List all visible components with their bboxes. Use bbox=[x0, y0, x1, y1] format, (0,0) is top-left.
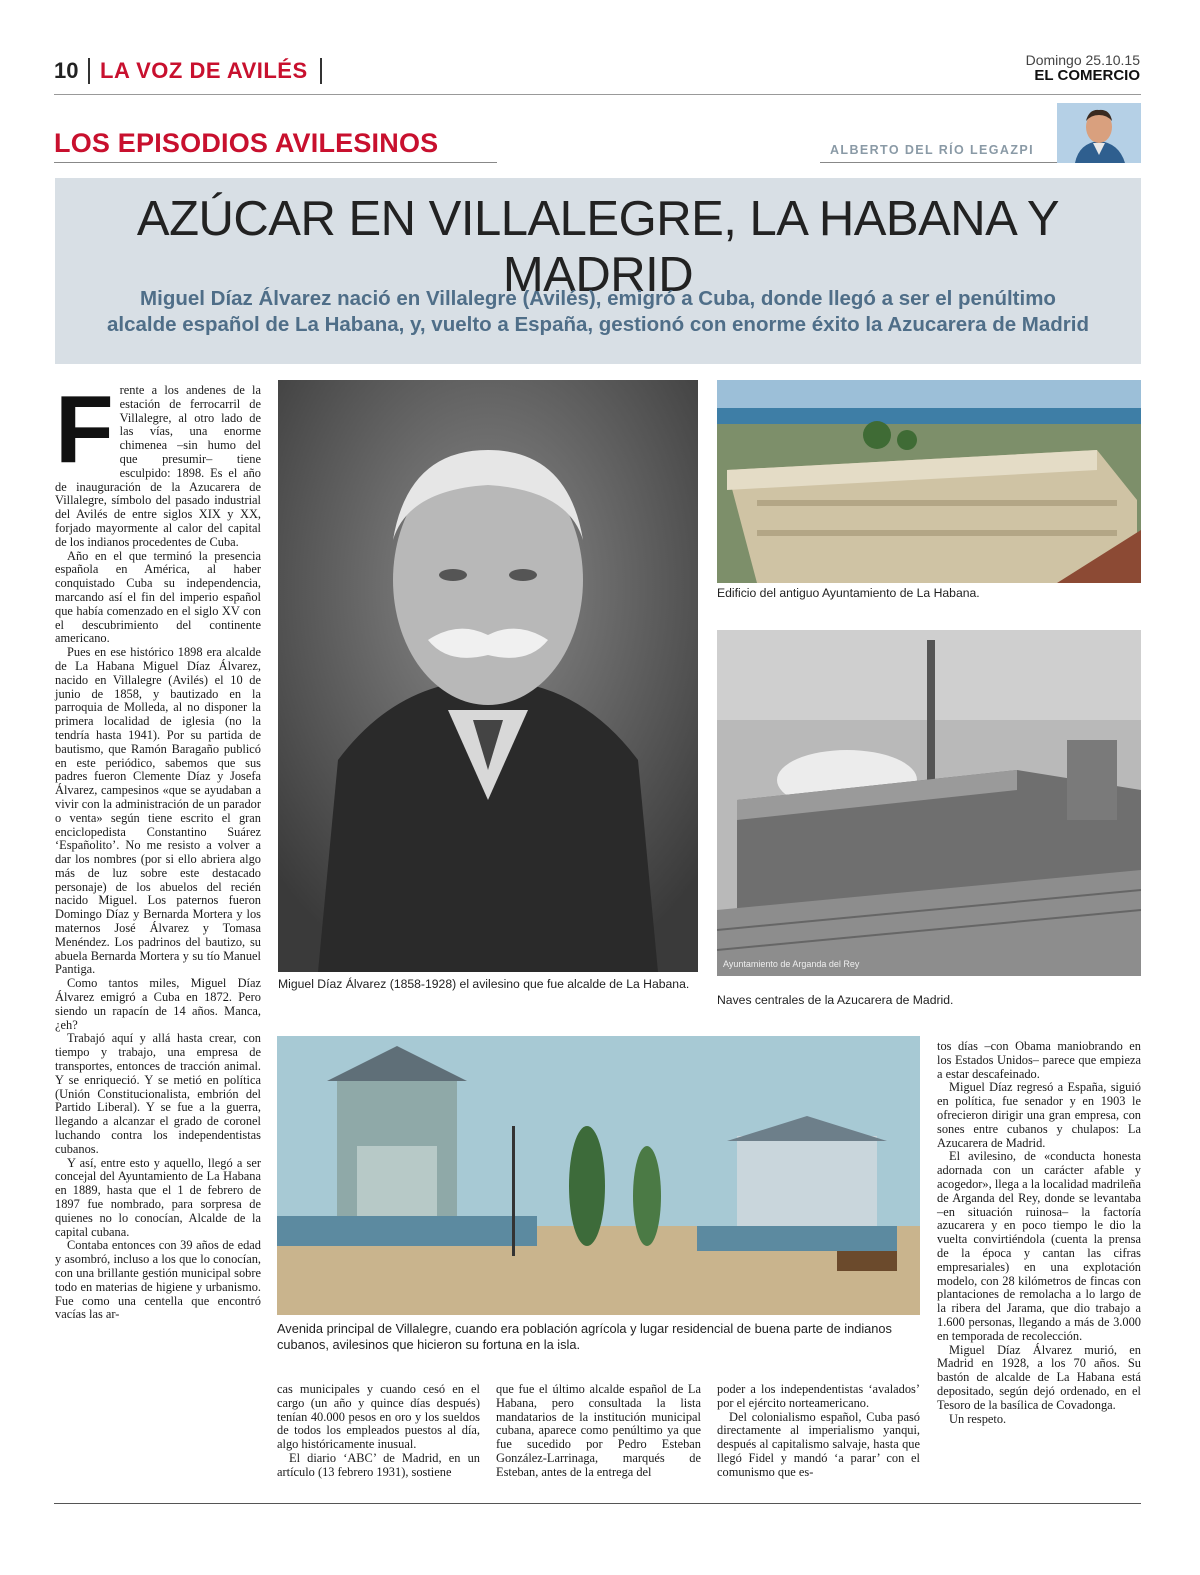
avenue-caption: Avenida principal de Villalegre, cuando era población agrícola y lugar residencial de buena parte de indianos cubanos, avilesinos que hicieron su fortuna en la isla. bbox=[277, 1321, 892, 1352]
article-column-4 bbox=[717, 1383, 920, 1480]
paragraph: Miguel Díaz Álvarez murió, en Madrid en 1928, a los 70 años. Su bastón de alcalde de La Habana está depositado, según dejó ordenado, en el Tesoro de la basílica de Covadonga. bbox=[937, 1342, 1141, 1412]
drop-cap: F bbox=[55, 376, 114, 483]
paragraph: Del colonialismo español, Cuba pasó directamente al imperialismo yanqui, después al capitalismo salvaje, hasta que llegó Fidel y mandó ‘a parar’ con el comunismo que es- bbox=[717, 1409, 920, 1479]
deck-line: alcalde español de La Habana, y, vuelto a España, gestionó con enorme éxito la Azucarera de Madrid bbox=[106, 313, 1090, 336]
deck-line: Miguel Díaz Álvarez nació en Villalegre (Avilés), emigró a Cuba, donde llegó a ser el penúltimo bbox=[140, 287, 1056, 310]
paragraph: Trabajó aquí y allá hasta crear, con tiempo y trabajo, una empresa de transportes, entonces de tracción animal. Y se enriqueció. Y se metió en política (Unión Constitucionalista, embrión del Partido Liberal). Y se fue a la guerra, llegando a alcanzar el grado de coronel luchando contra los independentistas cubanos. bbox=[55, 1031, 261, 1156]
paragraph: que fue el último alcalde español de La Habana, pero consultada la lista mandatarios de la institución municipal cubana, aparece como penúltimo ya que fue sucedido por Pedro Esteban González-Larrinaga, marqués de Esteban, antes de la entrega del bbox=[496, 1382, 701, 1479]
article-column-2 bbox=[277, 1383, 480, 1480]
factory-photo bbox=[717, 630, 1141, 976]
header-divider bbox=[320, 58, 322, 84]
avenue-photo bbox=[277, 1036, 920, 1315]
article-column-3 bbox=[496, 1383, 701, 1480]
portrait-photo bbox=[278, 380, 698, 972]
article-column-5 bbox=[937, 1040, 1141, 1426]
article-column-1 bbox=[55, 376, 261, 1322]
paragraph: Año en el que terminó la presencia española en América, al haber conquistado Cuba su independencia, marcando así el fin del imperio español que había comenzado en el siglo XV con el descubrimiento del continente americano. bbox=[55, 548, 261, 646]
paragraph: Pues en ese histórico 1898 era alcalde de La Habana Miguel Díaz Álvarez, nacido en Villalegre (Avilés) el 10 de junio de 1858, y bautizado en la parroquia de Molleda, al no disponer la primera localidad de iglesia (no la tendría hasta 1941). Por su partida de bautismo, que Ramón Baragaño publicó en este periódico, sabemos que sus padres fueron Clemente Díaz y Josefa Álvarez, campesinos «que se ayudaban a vivir con la administración de un parador o venta» según tiene escrito el gran enciclopedista Constantino Suárez ‘Españolito’. No me resisto a volver a dar los nombres (por si ello abriera algo más de luz sobre este destacado personaje) de los abuelos del recién nacido Miguel. Los paternos fueron Domingo Díaz y Bernarda Mortera y los maternos José Álvarez y Tomasa Menéndez. Los padrinos del bautizo, su abuela Bernarda Mortera y su tío Manuel Pantiga. bbox=[55, 645, 261, 977]
author-photo bbox=[1057, 103, 1141, 163]
header-rule bbox=[54, 94, 1141, 95]
header-divider bbox=[88, 58, 90, 84]
paragraph: El diario ‘ABC’ de Madrid, en un artículo (13 febrero 1931), sostiene bbox=[277, 1450, 480, 1479]
footer-rule bbox=[54, 1503, 1141, 1504]
section-title: LA VOZ DE AVILÉS bbox=[100, 58, 308, 83]
photo-credit: Ayuntamiento de Arganda del Rey bbox=[723, 959, 860, 969]
author-name: ALBERTO DEL RÍO LEGAZPI bbox=[830, 143, 1034, 157]
newspaper-name: EL COMERCIO bbox=[1034, 67, 1140, 84]
havana-photo bbox=[717, 380, 1141, 583]
paragraph: rente a los andenes de la estación de ferrocarril de Villalegre, al otro lado de las vías, una enorme chimenea –sin humo del que presumir– tiene esculpido: 1898. Es el año de inauguración de la Azucarera de Villalegre, símbolo del pasado industrial del Avilés de entre siglos XIX y XX, forjado mayormente al calor del capital de los indianos procedentes de Cuba. bbox=[55, 383, 261, 549]
series-underline bbox=[54, 162, 497, 163]
paragraph: El avilesino, de «conducta honesta adornada con un carácter afable y acogedor», llega a la localidad madrileña de Arganda del Rey, donde se levantaba –en situación ruinosa– la factoría azucarera y en poco tiempo le dio la vuelta convirtiéndola (cuenta la prensa de la época y cantan las cifras empresariales) en una explotación modelo, con 28 kilómetros de fincas con plantaciones de remolacha a lo largo de la ribera del Jarama, que dio trabajo a 1.600 personas, llegando a más de 3.000 en temporada de recolección. bbox=[937, 1149, 1141, 1343]
paragraph: Miguel Díaz regresó a España, siguió en política, fue senador y en 1903 le ofrecieron dirigir una gran empresa, con sones entre cubanos y chulapos: La Azucarera de Madrid. bbox=[937, 1080, 1141, 1150]
issue-date: Domingo 25.10.15 bbox=[1025, 52, 1140, 68]
paragraph: Un respeto. bbox=[949, 1411, 1007, 1426]
paragraph: Contaba entonces con 39 años de edad y asombró, incluso a los que lo conocían, con una brillante gestión municipal sobre todo en materias de higiene y urbanismo. Fue como una centella que encontró vacías las ar- bbox=[55, 1238, 261, 1322]
series-title: LOS EPISODIOS AVILESINOS bbox=[54, 128, 439, 158]
paragraph: cas municipales y cuando cesó en el cargo (un año y quince días después) tenían 40.000 pesos en oro y los sueldos de todos los empleados puestos al día, algo históricamente inusual. bbox=[277, 1382, 480, 1452]
factory-caption: Naves centrales de la Azucarera de Madrid. bbox=[717, 993, 954, 1007]
page-number: 10 bbox=[54, 58, 79, 83]
portrait-caption: Miguel Díaz Álvarez (1858-1928) el avilesino que fue alcalde de La Habana. bbox=[278, 977, 690, 991]
paragraph: poder a los independentistas ‘avalados’ por el ejército norteamericano. bbox=[717, 1382, 920, 1410]
paragraph: tos días –con Obama maniobrando en los Estados Unidos– parece que empieza a estar descafeinado. bbox=[937, 1039, 1141, 1081]
paragraph: Y así, entre esto y aquello, llegó a ser concejal del Ayuntamiento de La Habana en 1889, hasta que el 1 de febrero de 1897 fue nombrado, para sorpresa de quienes no lo conocían, Alcalde de la capital cubana. bbox=[55, 1155, 261, 1239]
author-underline bbox=[820, 162, 1057, 163]
headline: AZÚCAR EN VILLALEGRE, LA HABANA Y MADRID bbox=[136, 192, 1060, 302]
paragraph: Como tantos miles, Miguel Díaz Álvarez emigró a Cuba en 1872. Pero siendo un rapacín de 14 años. Manca, ¿eh? bbox=[55, 976, 261, 1032]
havana-caption: Edificio del antiguo Ayuntamiento de La Habana. bbox=[717, 586, 980, 600]
deck bbox=[70, 286, 1126, 338]
